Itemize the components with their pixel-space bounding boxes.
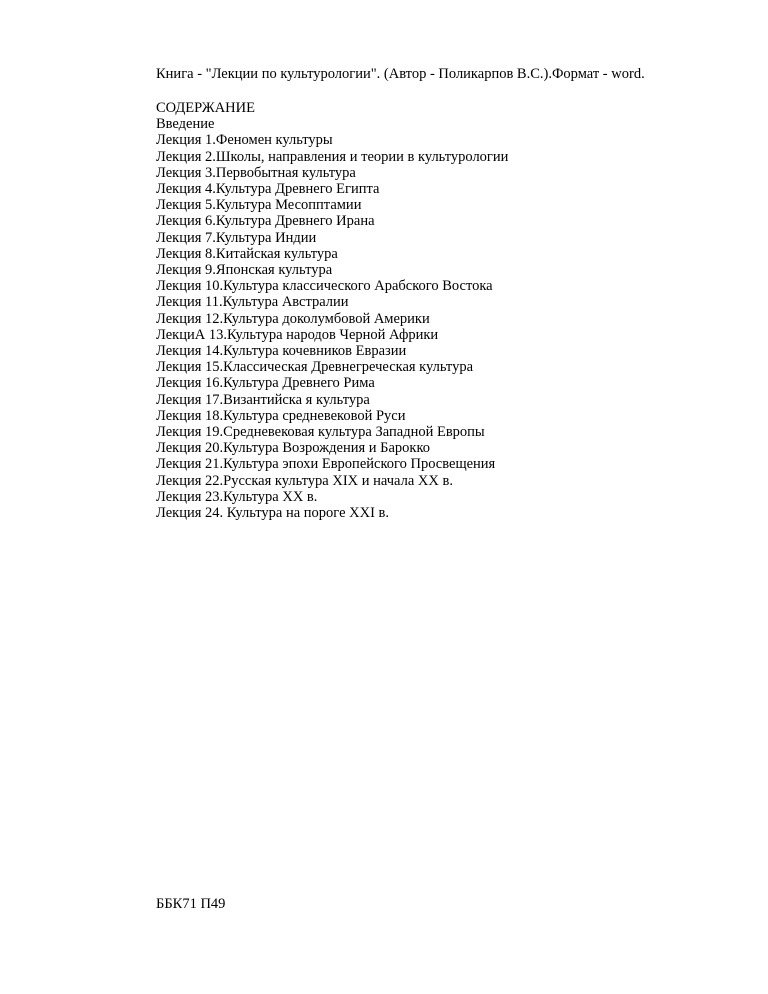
contents-item-lecture-2: Лекция 2.Школы, направления и теории в культурологии: [156, 148, 509, 165]
contents-item-intro: Введение: [156, 116, 215, 133]
spacer: [156, 84, 746, 100]
contents-item-lecture-12: Лекция 12.Культура доколумбовой Америки: [156, 310, 430, 327]
contents-item-lecture-15: Лекция 15.Классическая Древнегреческая культура: [156, 359, 474, 376]
contents-list: [156, 116, 746, 521]
contents-item-lecture-3: Лекция 3.Первобытная культура: [156, 164, 356, 181]
book-header: Книга - "Лекции по культурологии". (Автор - Поликарпов В.С.).Формат - word.: [156, 66, 645, 82]
contents-item-lecture-6: Лекция 6.Культура Древнего Ирана: [156, 213, 375, 230]
contents-item-lecture-13: ЛекциА 13.Культура народов Черной Африки: [156, 326, 439, 343]
contents-item-lecture-10: Лекция 10.Культура классического Арабского Востока: [156, 278, 493, 295]
contents-item-lecture-1: Лекция 1.Феномен культуры: [156, 132, 333, 149]
contents-item-lecture-8: Лекция 8.Китайская культура: [156, 245, 338, 262]
contents-item-lecture-24: Лекция 24. Культура на пороге XXI в.: [156, 505, 389, 522]
contents-item-lecture-19: Лекция 19.Средневековая культура Западной Европы: [156, 424, 485, 441]
contents-item-lecture-14: Лекция 14.Культура кочевников Евразии: [156, 343, 407, 360]
contents-item-lecture-9: Лекция 9.Японская культура: [156, 262, 333, 279]
contents-title: СОДЕРЖАНИЕ: [156, 100, 255, 116]
contents-item-lecture-17: Лекция 17.Византийска я культура: [156, 391, 370, 408]
contents-item-lecture-7: Лекция 7.Культура Индии: [156, 229, 317, 246]
contents-item-lecture-23: Лекция 23.Культура XX в.: [156, 488, 318, 505]
document-page: [156, 64, 746, 521]
contents-item-lecture-5: Лекция 5.Культура Месопптамии: [156, 197, 362, 214]
contents-item-lecture-22: Лекция 22.Русская культура XIX и начала XX в.: [156, 472, 453, 489]
contents-item-lecture-11: Лекция 11.Культура Австралии: [156, 294, 349, 311]
contents-item-lecture-16: Лекция 16.Культура Древнего Рима: [156, 375, 375, 392]
contents-item-lecture-18: Лекция 18.Культура средневековой Руси: [156, 407, 406, 424]
contents-item-lecture-4: Лекция 4.Культура Древнего Египта: [156, 181, 380, 198]
classification-code: ББК71 П49: [156, 896, 226, 912]
contents-item-lecture-21: Лекция 21.Культура эпохи Европейского Просвещения: [156, 456, 496, 473]
contents-item-lecture-20: Лекция 20.Культура Возрождения и Барокко: [156, 440, 431, 457]
